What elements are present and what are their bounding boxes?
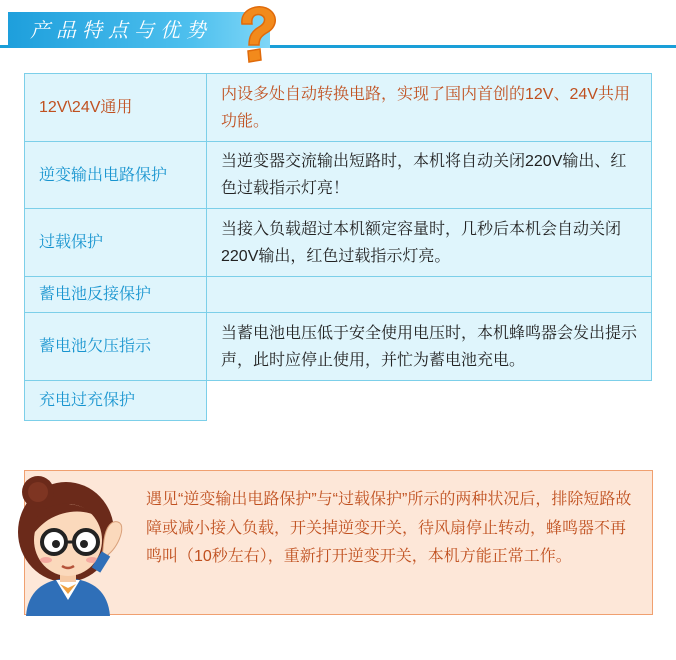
note-text: 遇见“逆变输出电路保护”与“过载保护”所示的两种状况后，排除短路故障或减小接入负载，开关掉逆变开关，待风扇停止转动，蜂鸣器不再鸣叫（10秒左右），重新打开逆变开关，本机方能正常工作。 [146,491,632,565]
feature-description [207,277,652,313]
feature-label: 逆变输出电路保护 [25,142,207,209]
section-header [0,0,676,70]
table-row [25,381,652,421]
feature-description: 当逆变器交流输出短路时，本机将自动关闭220V输出、红色过载指示灯亮！ [207,142,652,209]
feature-label: 12V\24V通用 [25,74,207,142]
feature-description [207,381,652,421]
feature-table [24,73,652,421]
table-row [25,74,652,142]
table-row [25,277,652,313]
feature-description: 内设多处自动转换电路，实现了国内首创的12V、24V共用功能。 [207,74,652,142]
table-row [25,142,652,209]
feature-description: 当接入负载超过本机额定容量时，几秒后本机会自动关闭220V输出，红色过载指示灯亮。 [207,209,652,277]
girl-with-glasses-illustration [8,474,134,616]
feature-label: 过载保护 [25,209,207,277]
table-row [25,313,652,381]
feature-label: 充电过充保护 [25,381,207,421]
feature-label: 蓄电池反接保护 [25,277,207,313]
table-row [25,209,652,277]
feature-label: 蓄电池欠压指示 [25,313,207,381]
section-title: 产品特点与优势 [30,18,212,42]
question-mark-icon [228,2,284,64]
feature-description: 当蓄电池电压低于安全使用电压时，本机蜂鸣器会发出提示声，此时应停止使用，并忙为蓄电池充电。 [207,313,652,381]
